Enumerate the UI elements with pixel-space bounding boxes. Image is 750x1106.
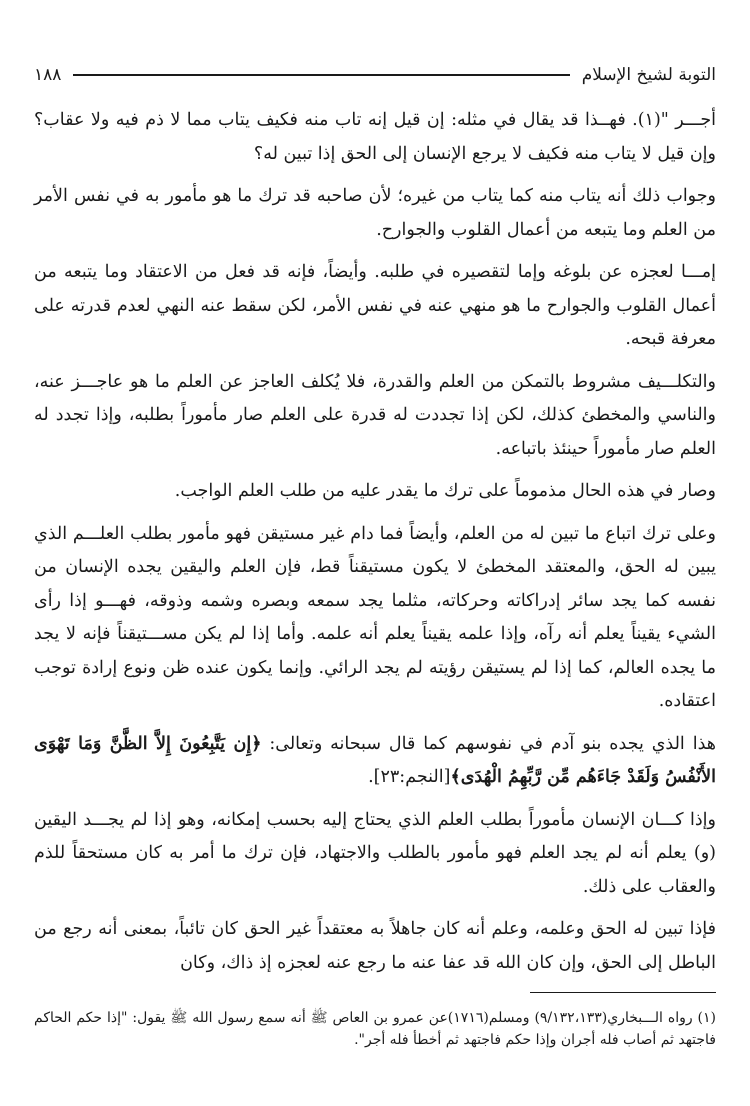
paragraph: إمـــا لعجزه عن بلوغه وإما لتقصيره في طلبه. وأيضاً، فإنه قد فعل من الاعتقاد وما يتبعه من أعمال القلوب والجوارح ما هو منهي عنه في نفس الأمر، لكن سقط عنه النهي لعدم قدرته على معرفة قبحه. (34, 262, 716, 349)
running-header-title: التوبة لشيخ الإسلام (581, 65, 716, 85)
footnote-rule (530, 992, 716, 993)
body-text (34, 104, 716, 989)
quran-verse: ﴿إِن يَتَّبِعُونَ إِلاَّ الظَّنَّ وَمَا تَهْوَى الأَنْفُسُ وَلَقَدْ جَاءَهُم مِّن رَّبِّهِمُ الْهُدَى﴾ (34, 733, 716, 787)
page-number: ١٨٨ (34, 65, 62, 85)
paragraph: وإذا كـــان الإنسان مأموراً بطلب العلم الذي يحتاج إليه بحسب إمكانه، وهو إذا لم يجـــد اليقين (و) يعلم أنه لم يجد العلم فهو مأمور بالطلب والاجتهاد، فإن ترك ما أمر به كان مستحقاً للذم والعقاب على ذلك. (34, 809, 716, 897)
paragraph: وعلى ترك اتباع ما تبين له من العلم، وأيضاً فما دام غير مستيقن فهو مأمور بطلب العلـــم الذي يبين له الحق، والمعتقد المخطئ لا يكون مستيقناً قط، فإن العلم واليقين يجده الإنسان من نفسه كما يجد سائر إدراكاته وحركاته، مثلما يجد سمعه وبصره وشمه وذوقه، فهـــو إذا رأى الشيء يقيناً يعلم أنه رآه، وإذا علمه يقيناً يعلم أنه علمه. وأما إذا لم يكن مســـتيقناً فإنه لا يجد ما يجده العالم، كما إذا لم يستيقن رؤيته لم يجد الرائي. وإنما يكون عنده ظن ونوع إرادة توجب اعتقاده. (34, 523, 716, 711)
paragraph: أجـــر "(١). فهــذا قد يقال في مثله: إن قيل إنه تاب منه فكيف يتاب مما لا ذم فيه ولا عقاب؟ وإن قيل لا يتاب منه فكيف لا يرجع الإنسان إلى الحق إذا تبين له؟ (34, 110, 717, 164)
paragraph: والتكلـــيف مشروط بالتمكن من العلم والقدرة، فلا يُكلف العاجز عن العلم ما هو عاجـــز عنه، والناسي والمخطئ كذلك، لكن إذا تجددت له قدرة على العلم صار مأموراً بطلبه، وإذا تجدد له العلم صار مأموراً حينئذ باتباعه. (34, 371, 716, 459)
running-header (34, 60, 716, 90)
header-rule (73, 74, 569, 76)
footnotes (34, 1007, 716, 1051)
paragraph: وصار في هذه الحال مذموماً على ترك ما يقدر عليه من طلب العلم الواجب. (174, 481, 716, 501)
paragraph: فإذا تبين له الحق وعلمه، وعلم أنه كان جاهلاً به معتقداً غير الحق كان تائباً، بمعنى أنه رجع من الباطل إلى الحق، وإن كان الله قد عفا عنه ما رجع عنه لعجزه إذ ذاك، وكان (34, 919, 716, 973)
footnote: (١) رواه الـــبخاري(٩/١٣٢،١٣٣) ومسلم(١٧١٦)عن عمرو بن العاص ﷺ أنه سمع رسول الله ﷺ يقول: "إذا حكم الحاكم فاجتهد ثم أصاب فله أجران وإذا حكم فاجتهد ثم أخطأ فله أجر". (34, 1010, 716, 1048)
paragraph: وجواب ذلك أنه يتاب منه كما يتاب من غيره؛ لأن صاحبه قد ترك ما هو مأمور به في نفس الأمر من العلم وما يتبعه من أعمال القلوب والجوارح. (34, 186, 716, 240)
quran-verse-paragraph (34, 728, 716, 795)
verse-citation: [النجم:٢٣]. (368, 767, 451, 787)
verse-intro: هذا الذي يجده بنو آدم في نفوسهم كما قال سبحانه وتعالى: (261, 733, 716, 754)
